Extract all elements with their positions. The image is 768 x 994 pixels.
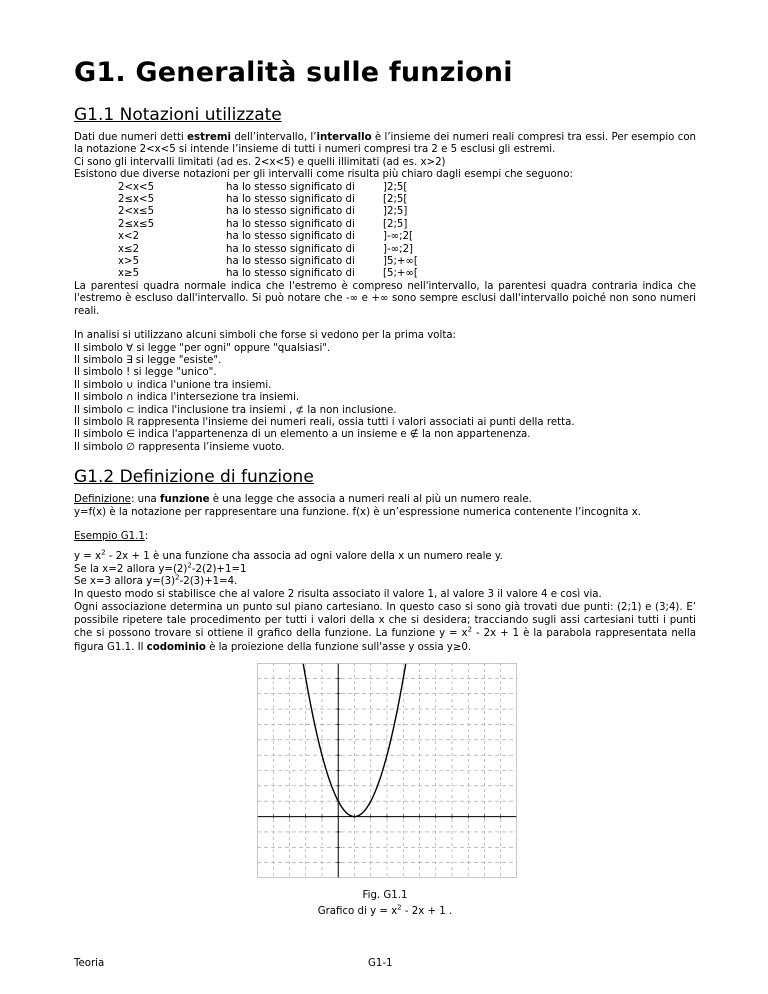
intro-paragraph: Dati due numeri detti estremi dell’intervallo, l’intervallo è l’insieme dei numeri reali compresi tra essi. Per esempio con la notazione 2<x<5 si intende l’insieme di tutti i numeri compresi tra 2 e 5 esclusi gli estremi. [74,132,697,156]
section-heading-notations: G1.1 Notazioni utilizzate [74,105,282,125]
symbol-line-forall: Il simbolo ∀ si legge "per ogni" oppure "qualsiasi". [74,342,331,354]
page-content [74,56,696,920]
example-line-2: Se la x=2 allora $y=(2)^2-2(2)+1=1$ [74,561,247,575]
intro-line-2: Ci sono gli intervalli limitati (ad es. 2<x<5) e quelli illimitati (ad es. x>2) [74,156,446,168]
notation-row: 2≤x<5 ha lo stesso significato di [2;5[ [118,194,408,206]
parabola-chart [257,663,517,878]
figure-label: Fig. G1.1 [362,889,408,901]
example-function-line: $y = x^2 - 2x + 1$ è una funzione cha associa ad ogni valore della x un numero reale y. [74,548,503,563]
symbol-line-unique: Il simbolo ! si legge "unico". [74,367,217,379]
example-line-4: In questo modo si stabilisce che al valore 2 risulta associato il valore 1, al valore 3 il valore 4 e così via. [74,588,602,600]
symbol-line-element: Il simbolo ∈ indica l'appartenenza di un elemento a un insieme e ∉ la non appartenenza. [74,429,531,441]
symbol-line-intersection: Il simbolo ∩ indica l'intersezione tra insiemi. [74,392,300,404]
notation-row: x<2 ha lo stesso significato di ]-∞;2[ [118,231,414,243]
notation-row: x>5 ha lo stesso significato di ]5;+∞[ [118,256,418,268]
section-heading-definition: G1.2 Definizione di funzione [74,467,314,488]
symbol-line-reals: Il simbolo ℝ rappresenta l'insieme dei numeri reali, ossia tutti i valori associati ai punti della retta. [74,416,575,428]
page-title: G1. Generalità sulle funzioni [74,57,513,88]
notation-row: 2<x≤5 ha lo stesso significato di ]2;5] [118,206,408,218]
symbol-line-union: Il simbolo ∪ indica l'unione tra insiemi. [74,379,272,391]
symbol-line-emptyset: Il simbolo ∅ rappresenta l’insieme vuoto. [74,441,285,453]
example-line-3: Se x=3 allora $y=(3)^2-2(3)+1=4$. [74,573,238,588]
footer-left: Teoria [74,958,105,969]
brackets-paragraph: La parentesi quadra normale indica che l'estremo è compreso nell'intervallo, la parentesi quadra contraria indica che l'estremo è escluso dall'intervallo. Si può notare che -∞ e +∞ sono sempre esclusi dall'intervallo poiché non sono numeri reali. [74,280,696,317]
definition-line: Definizione: una funzione è una legge che associa a numeri reali al più un numero reale. [74,494,532,506]
notation-row: x≤2 ha lo stesso significato di ]-∞;2] [118,243,414,255]
symbols-list [74,343,696,455]
example-line-5: Ogni associazione determina un punto sul piano cartesiano. In questo caso si sono già trovati due punti: (2;1) e (3;4). E’ possibile ripetere tale procedimento per tutti i valori della x che si desidera; tracciando sugli assi cartesiani tutti i punti che si possono trovare si ottiene il grafico della funzione. La funzione $y = x^2 - 2x + 1$ è la parabola rappresentata nella figura G1.1. Il codominio è la proiezione della funzione sull'asse y ossia y≥0. [74,602,696,653]
intro-line-3: Esistono due diverse notazioni per gli intervalli come risulta più chiaro dagli esempi che seguono: [74,169,573,181]
notation-row: 2≤x≤5 ha lo stesso significato di [2;5] [118,218,408,230]
parabola-chart-svg [257,663,517,878]
notation-row: 2<x<5 ha lo stesso significato di ]2;5[ [118,181,408,193]
symbol-line-subset: Il simbolo ⊂ indica l'inclusione tra insiemi , ⊄ la non inclusione. [74,404,397,416]
definition-line-2: y=f(x) è la notazione per rappresentare una funzione. f(x) è un’espressione numerica contenente l’incognita x. [74,506,641,518]
figure-caption-text: Grafico di $y = x^2 - 2x + 1$ . [317,903,453,917]
example-label: Esempio G1.1: [74,530,149,542]
notation-table [74,182,696,281]
parabola-curve [303,663,406,816]
symbols-intro: In analisi si utilizzano alcuni simboli che forse si vedono per la prima volta: [74,330,456,342]
symbol-line-exists: Il simbolo ∃ si legge "esiste". [74,354,222,366]
figure-caption [74,888,696,920]
footer-page-number: G1-1 [368,958,393,969]
notation-row: x≥5 ha lo stesso significato di [5;+∞[ [118,268,418,280]
